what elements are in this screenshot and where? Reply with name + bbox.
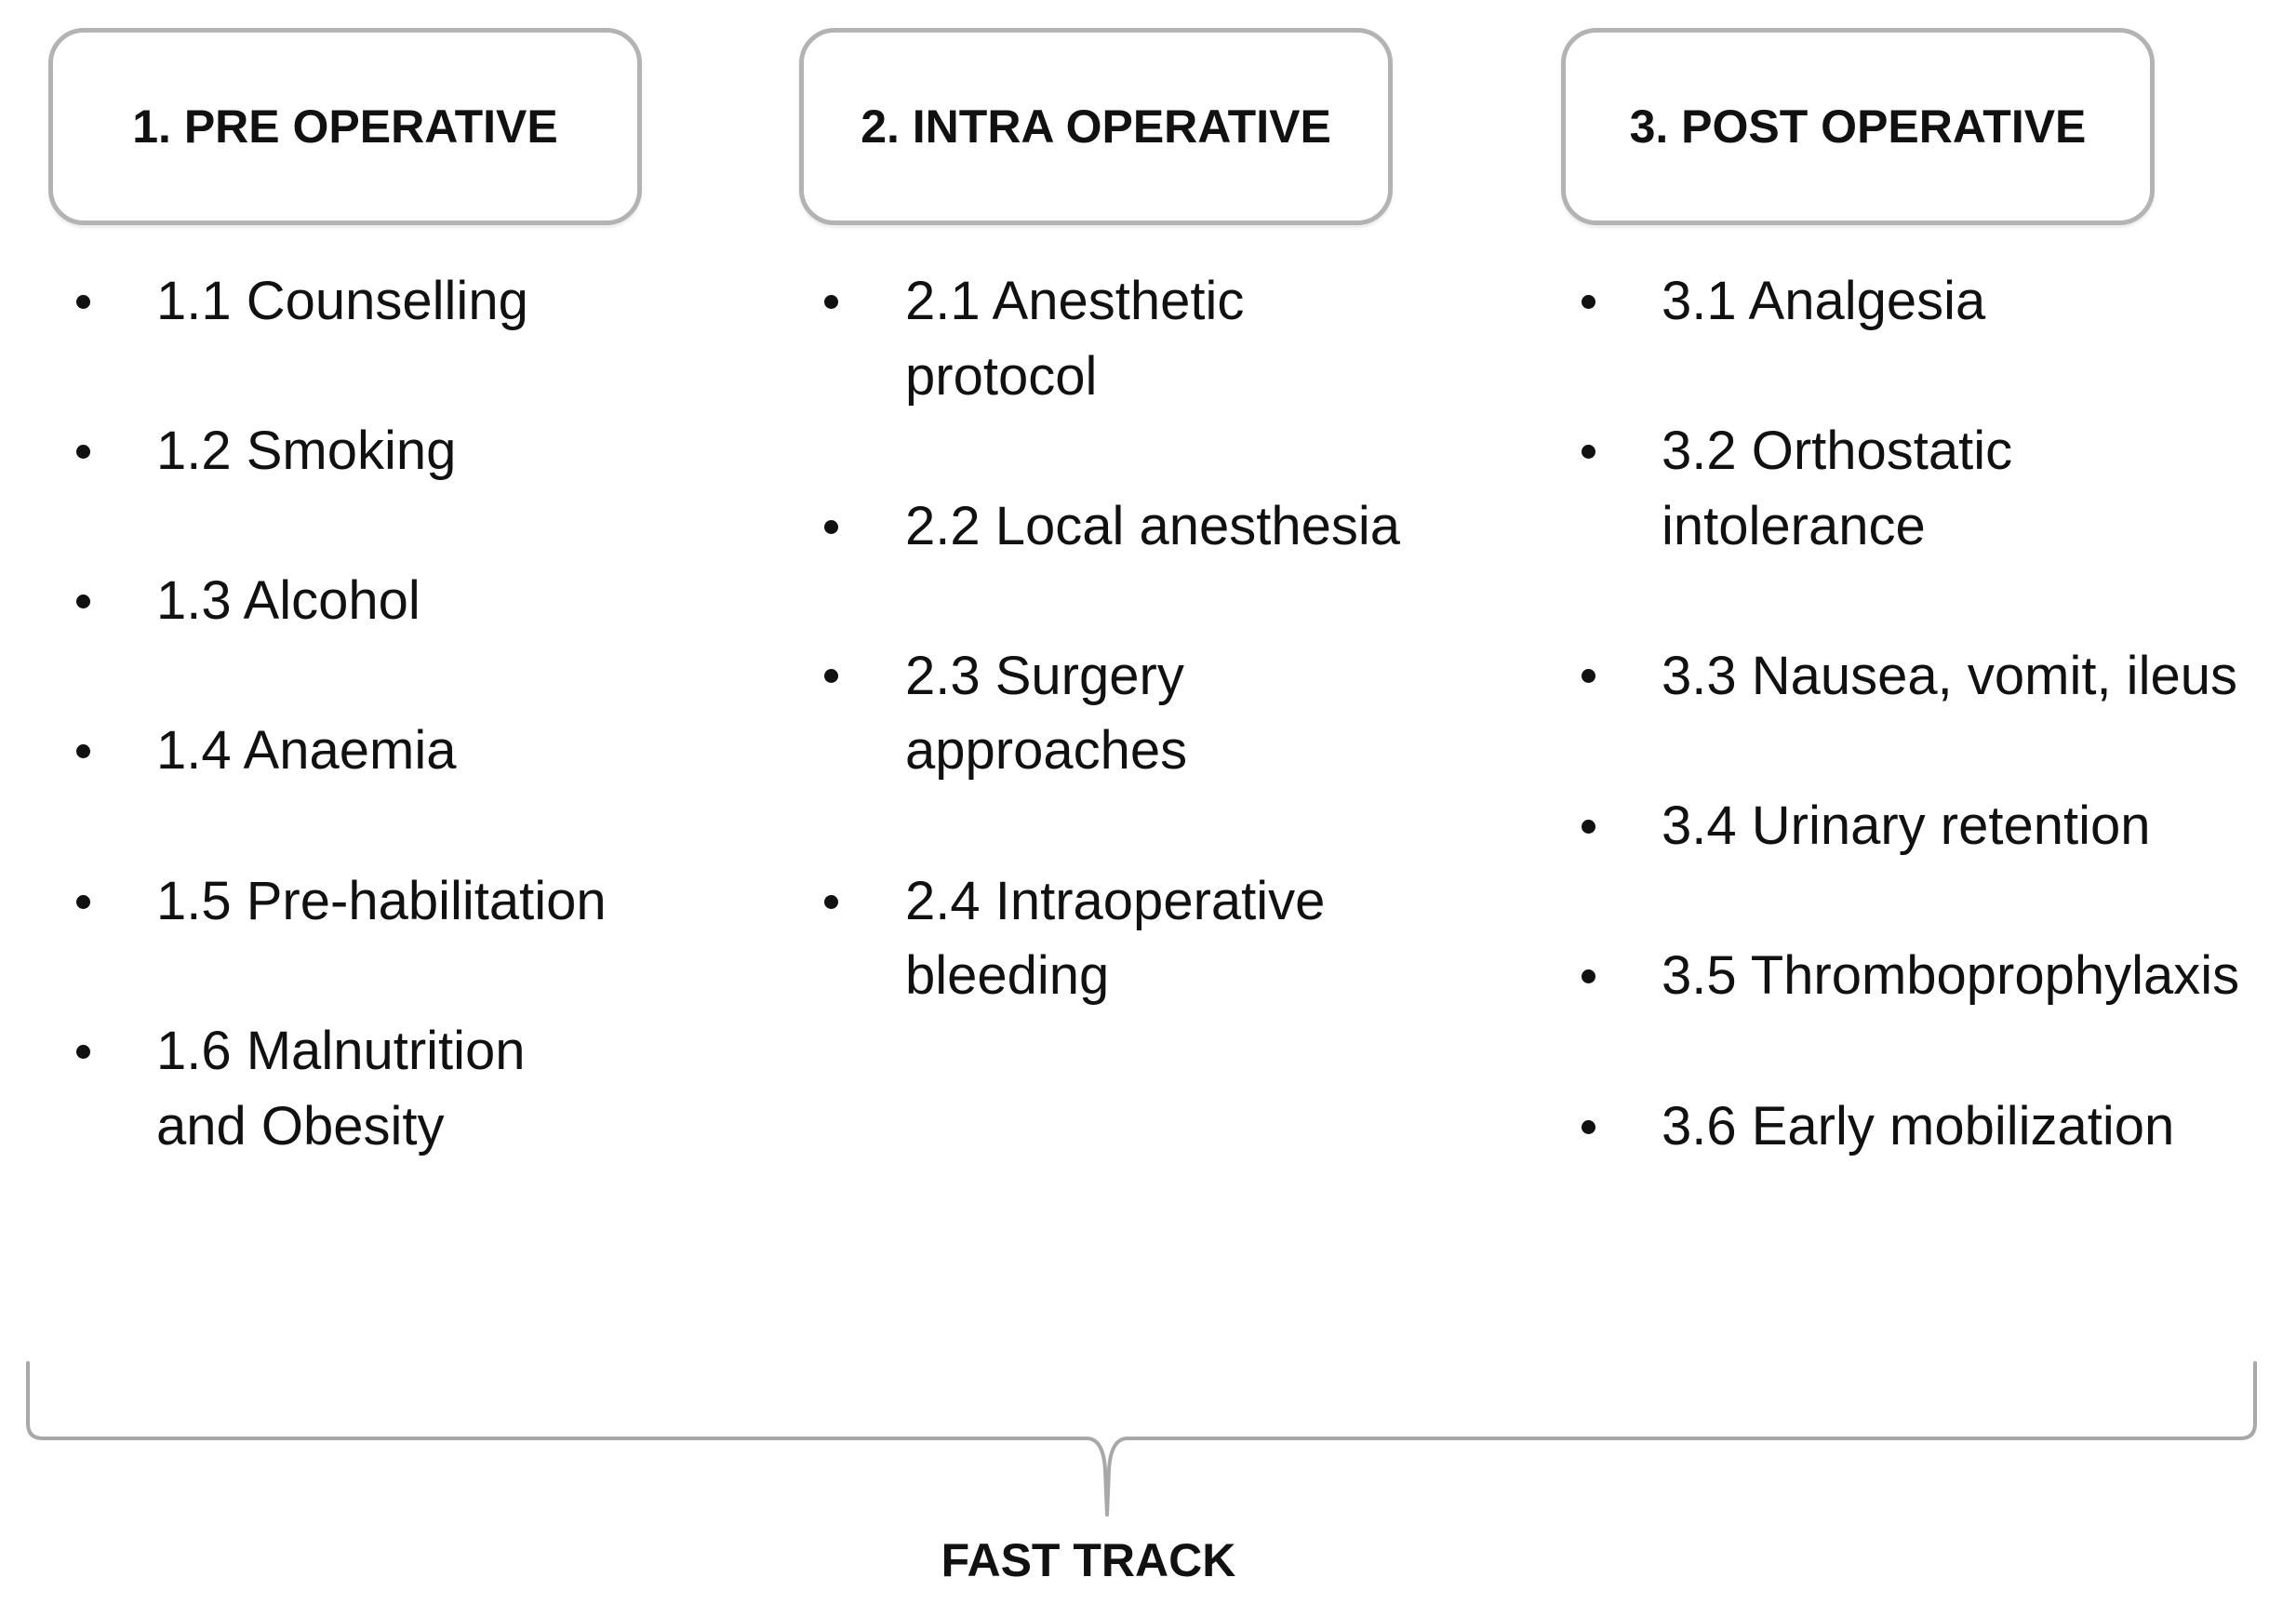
list-item-continuation: bleeding	[905, 945, 1110, 1006]
phase-title: 3. POST OPERATIVE	[1629, 100, 2087, 153]
list-item: 3.1 Analgesia	[1662, 271, 1986, 331]
list-item: 2.2 Local anesthesia	[905, 496, 1401, 556]
list-item: 3.5 Thromboprophylaxis	[1662, 945, 2240, 1006]
list-item-continuation: protocol	[905, 346, 1098, 407]
list-item: 1.6 Malnutrition	[156, 1021, 526, 1081]
list-item: 1.3 Alcohol	[156, 570, 420, 631]
phase-title: 1. PRE OPERATIVE	[132, 100, 558, 153]
list-item: 1.5 Pre-habilitation	[156, 871, 607, 931]
list-item: 2.4 Intraoperative	[905, 871, 1326, 931]
list-item: 2.1 Anesthetic	[905, 271, 1245, 331]
phase-title: 2. INTRA OPERATIVE	[861, 100, 1331, 153]
list-item-continuation: approaches	[905, 720, 1188, 781]
fast-track-label: FAST TRACK	[941, 1534, 1236, 1586]
list-item: 3.6 Early mobilization	[1662, 1096, 2175, 1156]
list-item-continuation: and Obesity	[156, 1096, 445, 1156]
list-item: 3.3 Nausea, vomit, ileus	[1662, 646, 2237, 706]
list-item: 1.4 Anaemia	[156, 720, 457, 781]
list-item: 1.2 Smoking	[156, 421, 457, 481]
list-item-continuation: intolerance	[1662, 496, 1926, 556]
list-item: 2.3 Surgery	[905, 646, 1184, 706]
list-item: 1.1 Counselling	[156, 271, 528, 331]
list-item: 3.4 Urinary retention	[1662, 795, 2151, 856]
list-item: 3.2 Orthostatic	[1662, 421, 2013, 481]
